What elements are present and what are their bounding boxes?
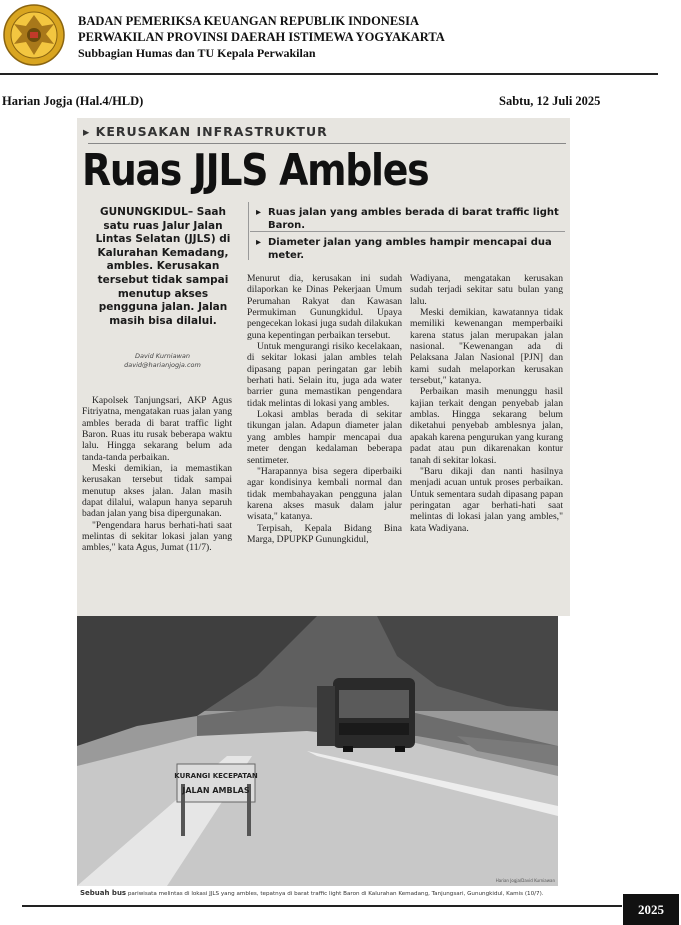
article-column-2: [247, 273, 402, 545]
highlight-divider: [248, 202, 249, 260]
header-divider: [0, 73, 658, 75]
paragraph: Wadiyana, mengatakan kerusakan sudah terjadi sekitar satu bulan yang lalu.: [410, 273, 563, 307]
article-column-1: [82, 395, 232, 554]
highlight-separator: [250, 231, 565, 232]
highlight-bullet-2: ▸ Diameter jalan yang ambles hampir mencapai dua meter.: [256, 237, 568, 262]
caption-text: pariwisata melintas di lokasi JJLS yang ambles, tepatnya di barat traffic light Baron di Kalurahan Kemadang, Tanjungsari, Gunungkidul, Kamis (10/7).: [127, 891, 544, 897]
publication-date: Sabtu, 12 Juli 2025: [499, 94, 601, 108]
year-badge: 2025: [623, 894, 679, 925]
footer-divider: [22, 905, 622, 907]
photo-caption: [80, 889, 560, 897]
paragraph: Perbaikan masih menunggu hasil kajian terkait dengan penyebab jalan amblas. Hingga sekarang belum diketahui penyebab amblesnya jalan, apakah karena pengurukan yang kurang padat atau pun dikarenakan kontur tanah di sekitar lokasi.: [410, 386, 563, 466]
highlight-bullet-1: ▸ Ruas jalan yang ambles berada di barat traffic light Baron.: [256, 207, 568, 232]
org-unit-line: Subbagian Humas dan TU Kepala Perwakilan: [78, 46, 316, 60]
paragraph: Kapolsek Tanjungsari, AKP Agus Fitriyatna, mengatakan ruas jalan yang ambles berada di barat traffic light Baron. Ruas itu rusak beberapa waktu lalu. Hingga sekarang belum ada tanda-tanda perbaikan.: [82, 395, 232, 463]
paragraph: Untuk mengurangi risiko kecelakaan, di sekitar lokasi jalan ambles telah dipasang papan peringatan gar lebih berhati hati. Selain itu, juga ada water barrier guna memastikan pengendara tidak melintas di lokasi yang ambles.: [247, 341, 402, 409]
paragraph: Meski demikian, kawatannya tidak memiliki kewenangan memperbaiki karena status jalan merupakan jalan nasional. "Kewenangan ada di Pelaksana Jalan Nasional [PJN] dan kami sudah melaporkan kerusakan tersebut," katanya.: [410, 307, 563, 387]
paragraph: "Baru dikaji dan nanti hasilnya menjadi acuan untuk proses perbaikan. Untuk sementara sudah dipasang papan peringatan agar berhati-hati saat melintas di lokasi jalan yang ambles," kata Wadiyana.: [410, 465, 563, 534]
lead-text: Saah satu ruas Jalur Jalan Lintas Selatan (JJLS) di Kalurahan Kemadang, ambles. Kerusakan tersebut tidak sampai menutup akses pengguna jalan. Jalan masih bisa dilalui.: [95, 206, 231, 327]
bus-icon: [317, 678, 415, 752]
photo-credit: Harian Jogja/David Kurniawan: [495, 878, 555, 883]
bpk-emblem-icon: [2, 2, 66, 68]
org-name-line2: PERWAKILAN PROVINSI DAERAH ISTIMEWA YOGYAKARTA: [78, 30, 445, 44]
kicker-label: KERUSAKAN INFRASTRUKTUR: [95, 124, 328, 139]
byline: [90, 352, 235, 370]
paragraph: "Pengendara harus berhati-hati saat melintas di sekitar lokasi jalan yang ambles," kata Agus, Jumat (11/7).: [82, 519, 232, 554]
article-column-3: [410, 273, 563, 534]
byline-email: david@harianjogja.com: [124, 361, 201, 369]
sign-line2: JALAN AMBLAS: [182, 786, 250, 795]
paragraph: Meski demikian, ia memastikan kerusakan tersebut tidak sampai menutup akses jalan. Jalan masih dapat dilalui, walapun hanya separuh badan jalan yang bisa dipergunakan.: [82, 463, 232, 520]
sign-line1: KURANGI KECEPATAN: [174, 772, 258, 780]
header-org-block: [78, 13, 445, 61]
paragraph: "Harapannya bisa segera diperbaiki agar kondisinya kembali normal dan tidak membahayakan pengguna jalan karena akses masuk dalam jalur wisata," katanya.: [247, 465, 402, 523]
org-name-line1: BADAN PEMERIKSA KEUANGAN REPUBLIK INDONESIA: [78, 14, 420, 28]
byline-name: David Kurniawan: [134, 352, 191, 360]
caption-lead: Sebuah bus: [80, 889, 127, 897]
dateline: GUNUNGKIDUL–: [100, 206, 194, 218]
paragraph: Terpisah, Kepala Bidang Bina Marga, DPUPKP Gunungkidul,: [247, 522, 402, 545]
article-photo: [77, 616, 558, 886]
article-lead: [88, 206, 238, 328]
paragraph: Lokasi amblas berada di sekitar tikungan jalan. Adapun diameter jalan yang ambles hampir mencapai dua meter dengan kedalaman beberapa sentimeter.: [247, 409, 402, 466]
newspaper-source: Harian Jogja (Hal.4/HLD): [2, 94, 144, 108]
article-kicker: ▸ KERUSAKAN INFRASTRUKTUR: [83, 124, 328, 139]
article-headline: Ruas JJLS Ambles: [82, 145, 429, 196]
kicker-divider: [88, 143, 566, 144]
paragraph: Menurut dia, kerusakan ini sudah dilaporkan ke Dinas Pekerjaan Umum Perumahan Rakyat dan Kawasan Permukiman Gunungkidul. Upaya pengecekan lokasi juga sudah dilakukan guna kepentingan perbaikan tersebut.: [247, 273, 402, 341]
